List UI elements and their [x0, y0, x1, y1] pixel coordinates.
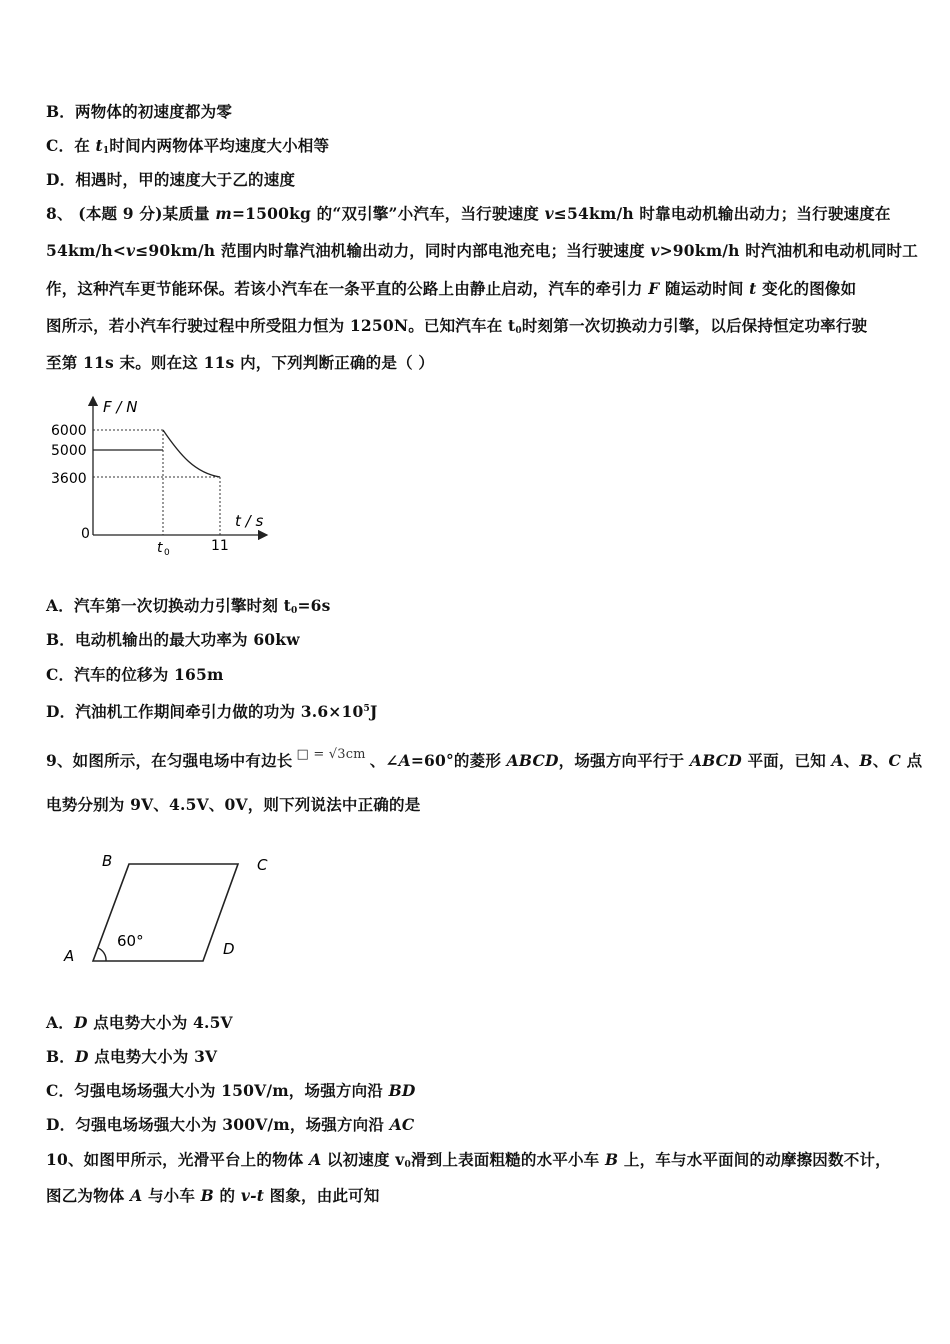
q9-rhombus-figure: [55, 848, 295, 978]
q8-option-a: A．汽车第一次切换动力引擎时刻 $t_0=6s$: [46, 596, 331, 616]
angle-label: 60°: [117, 932, 144, 950]
q8-stem-line-1: 8、 (本题 9 分)某质量 m=1500kg 的“双引擎”小汽车，当行驶速度 v≤54km/h 时靠电动机输出动力；当行驶速度在: [46, 204, 891, 223]
x-tick-11: 11: [211, 538, 229, 554]
q9-option-a: A．D 点电势大小为 4.5V: [46, 1013, 233, 1032]
q8-stem-line-5: 至第 11s 末。则在这 11s 内，下列判断正确的是（ ）: [46, 353, 435, 372]
q7-option-b: B．两物体的初速度都为零: [46, 102, 233, 121]
q9-stem-line-1: 9、如图所示，在匀强电场中有边长 □ = √3cm 、∠A=60°的菱形 ABCD，场强方向平行于 ABCD 平面，已知 A、B、C 点: [46, 747, 923, 770]
q8-option-b: B．电动机输出的最大功率为 60kw: [46, 630, 300, 649]
q9-option-c: C．匀强电场场强大小为 150V/m，场强方向沿 BD: [46, 1081, 416, 1100]
q8-stem-line-4: 图所示，若小汽车行驶过程中所受阻力恒为 1250N。已知汽车在 $t_0$时刻第一次切换动力引擎，以后保持恒定功率行驶: [46, 316, 868, 336]
x-tick-t0: t: [157, 540, 163, 556]
q7-option-d: D．相遇时，甲的速度大于乙的速度: [46, 170, 296, 189]
y-tick-6000: 6000: [51, 423, 87, 439]
q8-stem-line-2: 54km/h<v≤90km/h 范围内时靠汽油机输出动力，同时内部电池充电；当行驶速度 v>90km/h 时汽油机和电动机同时工: [46, 241, 918, 260]
vertex-d: D: [223, 940, 235, 958]
q9-stem-line-2: 电势分别为 9V、4.5V、0V，则下列说法中正确的是: [46, 795, 421, 814]
q9-option-b: B．D 点电势大小为 3V: [46, 1047, 218, 1066]
q10-stem-line-2: 图乙为物体 A 与小车 B 的 v-t 图象，由此可知: [46, 1186, 380, 1205]
x-tick-t0-sub: 0: [164, 548, 170, 558]
y-tick-3600: 3600: [51, 471, 87, 487]
angle-arc: [98, 948, 106, 961]
y-axis-label: F / N: [103, 398, 138, 416]
origin-label: 0: [81, 526, 90, 542]
x-axis-label: t / s: [235, 512, 264, 530]
q7-option-c: C．在 $t_1$时间内两物体平均速度大小相等: [46, 136, 330, 156]
q8-force-time-graph: [45, 395, 285, 560]
q9-option-d: D．匀强电场场强大小为 300V/m，场强方向沿 AC: [46, 1115, 415, 1134]
side-length-formula: □ = √3cm: [296, 747, 366, 762]
q8-option-d: D．汽油机工作期间牵引力做的功为 $3.6\times 10^5J$: [46, 702, 378, 721]
rhombus-abcd: [93, 864, 238, 961]
q10-stem-line-1: 10、如图甲所示，光滑平台上的物体 A 以初速度 $v_0$滑到上表面粗糙的水平小车 B 上，车与水平面间的动摩擦因数不计，: [46, 1150, 891, 1170]
vertex-b: B: [102, 852, 113, 870]
decay-curve: [163, 430, 220, 477]
q8-option-c: C．汽车的位移为 165m: [46, 665, 224, 684]
vertex-c: C: [257, 856, 268, 874]
vertex-a: A: [64, 947, 75, 965]
y-tick-5000: 5000: [51, 443, 87, 459]
q8-stem-line-3: 作，这种汽车更节能环保。若该小汽车在一条平直的公路上由静止启动，汽车的牵引力 F 随运动时间 t 变化的图像如: [46, 279, 857, 298]
